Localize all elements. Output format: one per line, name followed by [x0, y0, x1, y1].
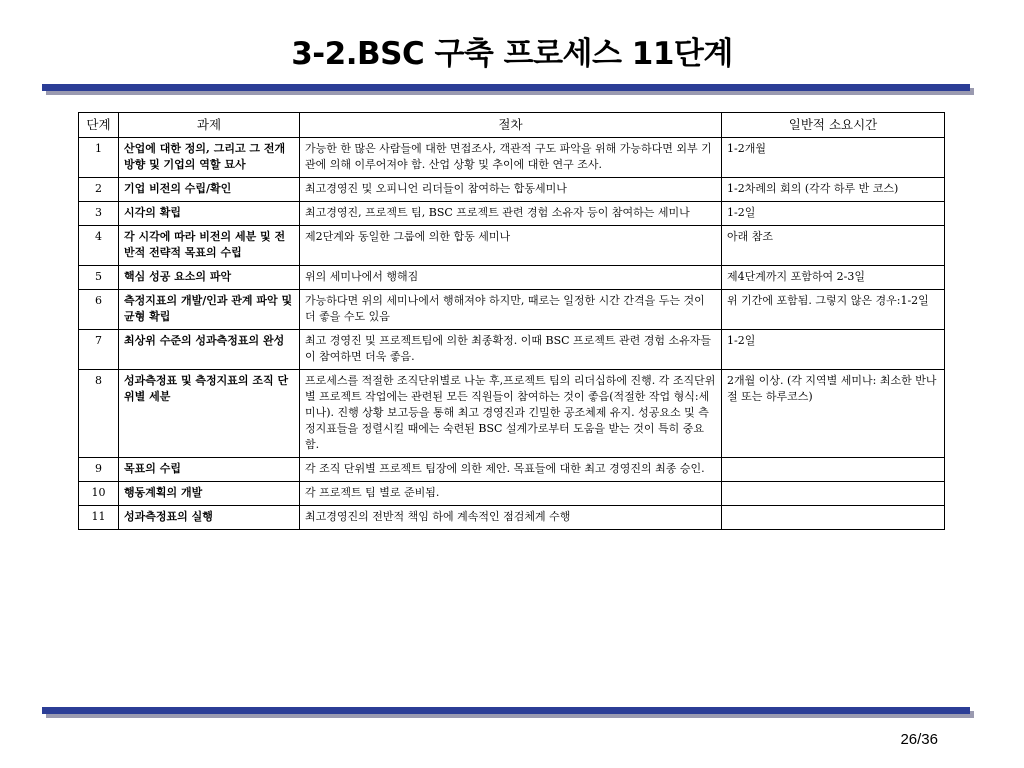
table-row: [79, 290, 945, 330]
table-row: [79, 370, 945, 458]
step-cell: 3: [79, 202, 119, 226]
process-table: [78, 112, 945, 530]
time-cell: 1-2차례의 회의 (각각 하루 반 코스): [722, 178, 945, 202]
process-table-container: [78, 112, 944, 530]
task-cell: 최상위 수준의 성과측정표의 완성: [119, 330, 300, 370]
time-cell: [722, 506, 945, 530]
procedure-cell: 제2단계와 동일한 그룹에 의한 합동 세미나: [300, 226, 722, 266]
step-cell: 10: [79, 482, 119, 506]
task-cell: 성과측정표 및 측정지표의 조직 단위별 세분: [119, 370, 300, 458]
procedure-cell: 프로세스를 적절한 조직단위별로 나눈 후,프로젝트 팀의 리더십하에 진행. 각 조직단위별 프로젝트 작업에는 관련된 모든 직원들이 참여하는 것이 좋음(적절한 작업 형식:세미나). 진행 상황 보고등을 통해 최고 경영진과 긴밀한 공조체제 유지. 성공요소 및 측정지표들을 정렬시킬 때에는 숙련된 BSC 설계가로부터 도움을 받는 것이 특히 중요함.: [300, 370, 722, 458]
table-row: [79, 506, 945, 530]
table-row: [79, 202, 945, 226]
step-cell: 7: [79, 330, 119, 370]
top-rule: [42, 84, 970, 91]
task-cell: 시각의 확립: [119, 202, 300, 226]
step-cell: 6: [79, 290, 119, 330]
procedure-cell: 최고경영진의 전반적 책임 하에 계속적인 점검체계 수행: [300, 506, 722, 530]
task-cell: 성과측정표의 실행: [119, 506, 300, 530]
step-cell: 2: [79, 178, 119, 202]
procedure-cell: 최고경영진 및 오피니언 리더들이 참여하는 합동세미나: [300, 178, 722, 202]
table-row: [79, 226, 945, 266]
step-cell: 11: [79, 506, 119, 530]
step-cell: 9: [79, 458, 119, 482]
procedure-cell: 각 프로젝트 팀 별로 준비됨.: [300, 482, 722, 506]
time-cell: 1-2개월: [722, 138, 945, 178]
time-cell: 1-2일: [722, 330, 945, 370]
step-cell: 1: [79, 138, 119, 178]
time-cell: 아래 참조: [722, 226, 945, 266]
procedure-cell: 각 조직 단위별 프로젝트 팀장에 의한 제안. 목표들에 대한 최고 경영진의 최종 승인.: [300, 458, 722, 482]
table-row: [79, 178, 945, 202]
table-row: [79, 482, 945, 506]
table-body: [79, 138, 945, 530]
header-time: 일반적 소요시간: [722, 113, 945, 138]
header-procedure: 절차: [300, 113, 722, 138]
procedure-cell: 최고 경영진 및 프로젝트팀에 의한 최종확정. 이때 BSC 프로젝트 관련 경험 소유자들이 참여하면 더욱 좋음.: [300, 330, 722, 370]
time-cell: 1-2일: [722, 202, 945, 226]
time-cell: 위 기간에 포함됨. 그렇지 않은 경우:1-2일: [722, 290, 945, 330]
page-title: 3-2.BSC 구축 프로세스 11단계: [291, 36, 733, 72]
time-cell: [722, 482, 945, 506]
procedure-cell: 위의 세미나에서 행해짐: [300, 266, 722, 290]
table-header-row: [79, 113, 945, 138]
procedure-cell: 가능하다면 위의 세미나에서 행해져야 하지만, 때로는 일정한 시간 간격을 두는 것이 더 좋을 수도 있음: [300, 290, 722, 330]
table-row: [79, 458, 945, 482]
task-cell: 목표의 수립: [119, 458, 300, 482]
table-row: [79, 266, 945, 290]
task-cell: 산업에 대한 정의, 그리고 그 전개방향 및 기업의 역할 묘사: [119, 138, 300, 178]
time-cell: [722, 458, 945, 482]
step-cell: 4: [79, 226, 119, 266]
task-cell: 행동계획의 개발: [119, 482, 300, 506]
header-task: 과제: [119, 113, 300, 138]
time-cell: 2개월 이상. (각 지역별 세미나: 최소한 반나절 또는 하루코스): [722, 370, 945, 458]
table-row: [79, 138, 945, 178]
table-row: [79, 330, 945, 370]
step-cell: 5: [79, 266, 119, 290]
task-cell: 각 시각에 따라 비전의 세분 및 전반적 전략적 목표의 수립: [119, 226, 300, 266]
step-cell: 8: [79, 370, 119, 458]
task-cell: 측정지표의 개발/인과 관계 파악 및 균형 확립: [119, 290, 300, 330]
task-cell: 기업 비전의 수립/확인: [119, 178, 300, 202]
page-number: 26/36: [900, 731, 938, 748]
time-cell: 제4단계까지 포함하여 2-3일: [722, 266, 945, 290]
bottom-rule: [42, 707, 970, 714]
task-cell: 핵심 성공 요소의 파악: [119, 266, 300, 290]
header-step: 단계: [79, 113, 119, 138]
procedure-cell: 최고경영진, 프로젝트 팀, BSC 프로젝트 관련 경험 소유자 등이 참여하는 세미나: [300, 202, 722, 226]
procedure-cell: 가능한 한 많은 사람들에 대한 면접조사, 객관적 구도 파악을 위해 가능하다면 외부 기관에 의해 이루어져야 함. 산업 상황 및 추이에 대한 연구 조사.: [300, 138, 722, 178]
